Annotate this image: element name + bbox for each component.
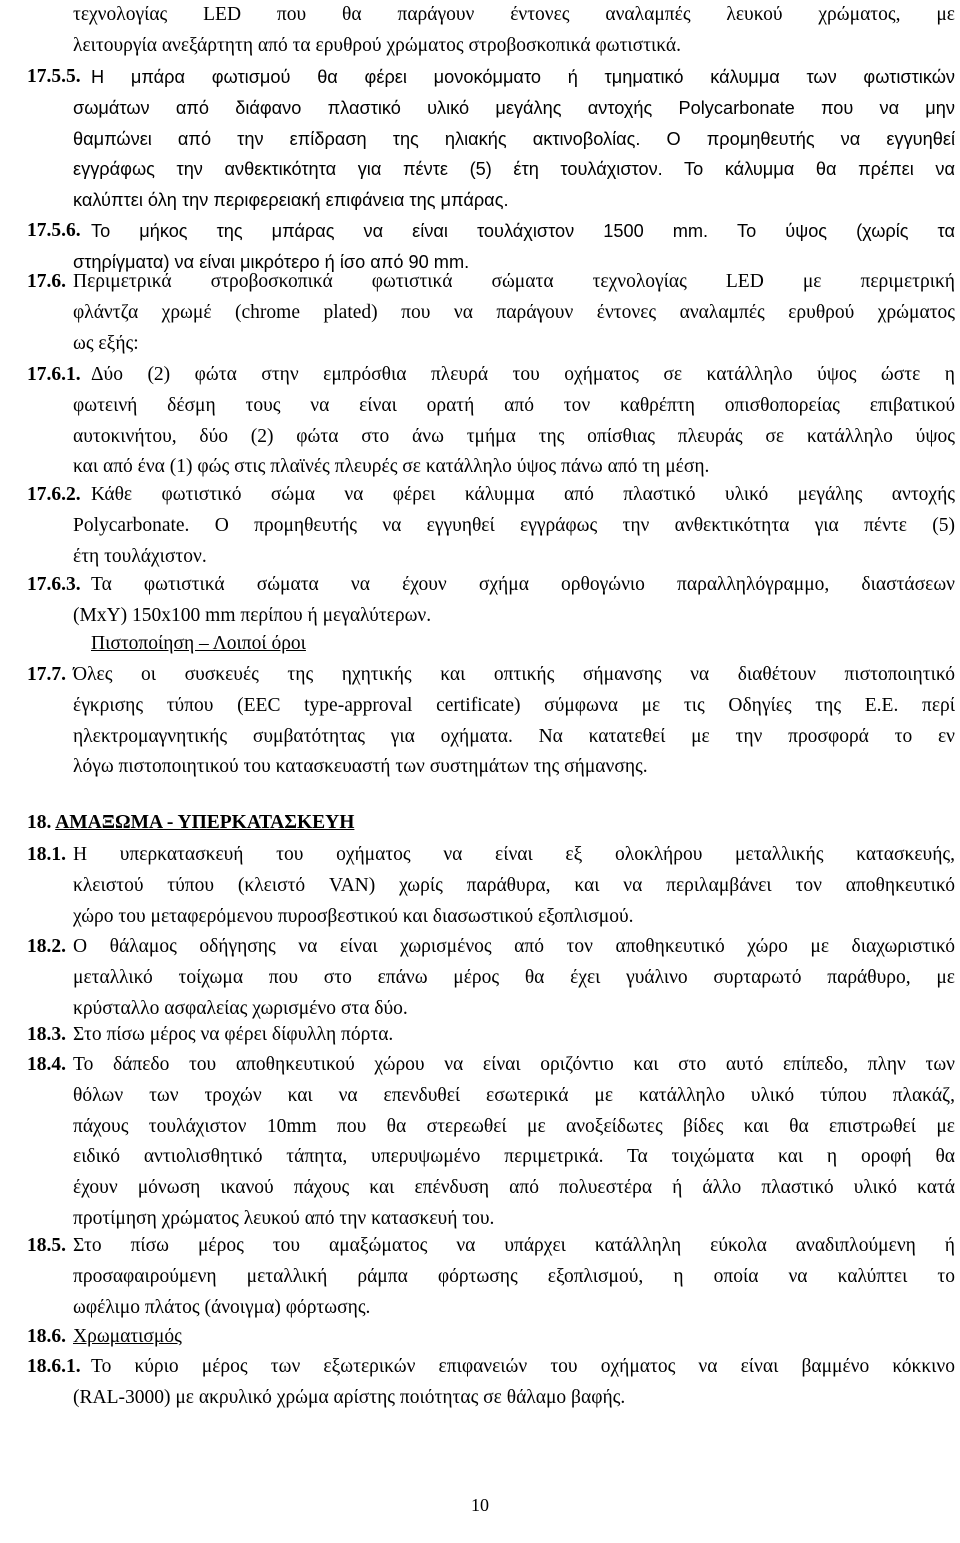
text-line: Περιμετρικά στροβοσκοπικά φωτιστικά σώματα τεχνολογίας LED με περιμετρική: [73, 271, 955, 292]
text-line: θόλων των τροχών και να επενδυθεί εσωτερικά με κατάλληλο υλικό τύπου πλακάζ,: [73, 1084, 955, 1106]
text-line: Τα φωτιστικά σώματα να έχουν σχήμα ορθογώνιο παραλληλόγραμμο, διαστάσεων: [91, 574, 955, 595]
clause-number: 18.6.1.: [27, 1356, 81, 1377]
text-line: ωφέλιμο πλάτος (άνοιγμα) φόρτωσης.: [73, 1296, 371, 1318]
section-heading: [27, 808, 354, 839]
clause-number: 17.6.: [27, 271, 66, 292]
text-line: Η μπάρα φωτισμού θα φέρει μονοκόμματο ή τμηματικό κάλυμμα των φωτιστικών: [91, 67, 955, 87]
text-line: φωτεινή δέσμη τους να είναι ορατή από τον καθρέπτη οπισθοπορείας επιβατικού: [73, 394, 955, 416]
text-line: Polycarbonate. Ο προμηθευτής να εγγυηθεί εγγράφως την ανθεκτικότητα για πέντε (5): [73, 514, 955, 536]
text-line: Όλες οι συσκευές της ηχητικής και οπτικής σήμανσης να διαθέτουν πιστοποιητικό: [73, 664, 955, 685]
clause-18-4: [27, 1050, 955, 1235]
clause-number: 18.3.: [27, 1024, 66, 1045]
clause-17-6-1: [27, 360, 955, 483]
text-line: πάχους τουλάχιστον 10mm που θα στερεωθεί με ανοξείδωτες βίδες και θα επιστρωθεί με: [73, 1115, 955, 1137]
text-line: φλάντζα χρωμέ (chrome plated) που να παράγουν έντονες αναλαμπές ερυθρού χρώματος: [73, 301, 955, 323]
paragraph-17-5-4-continuation: [73, 0, 955, 62]
text-line: και από ένα (1) φώς στις πλαϊνές πλευρές σε κατάλληλο ύψος πάνω από τη μέση.: [73, 456, 710, 478]
text-line: καλύπτει όλη την περιφερειακή επιφάνεια της μπάρας.: [73, 190, 509, 211]
clause-title: Χρωματισμός: [73, 1326, 182, 1347]
text-line: ειδικό αντιολισθητικό τάπητα, υπερυψωμένο περιμετρικά. Τα τοιχώματα και η οροφή θα: [73, 1146, 955, 1168]
clause-number: 17.7.: [27, 664, 66, 685]
clause-number: 17.6.2.: [27, 484, 81, 505]
page-number: 10: [471, 1495, 489, 1515]
text-line: Ο θάλαμος οδήγησης να είναι χωρισμένος από τον αποθηκευτικό χώρο με διαχωριστικό: [73, 936, 955, 957]
text-line: μεταλλικό τοίχωμα που στο επάνω μέρος θα έχει γυάλινο συρταρωτό παράθυρο, με: [73, 966, 955, 988]
text-line: Δύο (2) φώτα στην εμπρόσθια πλευρά του οχήματος σε κατάλληλο ύψος ώστε η: [91, 364, 955, 385]
text-line: στηρίγματα) να είναι μικρότερο ή ίσο από 90 mm.: [73, 251, 470, 272]
text-line: Στο πίσω μέρος του αμαξώματος να υπάρχει κατάλληλη εύκολα αναδιπλούμενη ή: [73, 1235, 955, 1256]
clause-number: 18.1.: [27, 844, 66, 865]
clause-17-7: [27, 660, 955, 783]
section-subheading: Πιστοποίηση – Λοιποί όροι: [91, 633, 306, 654]
clause-18-3: [27, 1020, 955, 1051]
clause-18-5: [27, 1231, 955, 1323]
text-line: ηλεκτρομαγνητικής συμβατότητας για οχήματα. Να κατατεθεί με την προσφορά το εν: [73, 725, 955, 747]
text-line: έχουν μόνωση ικανού πάχους και επένδυση από πολυεστέρα ή άλλο πλαστικό υλικό κατά: [73, 1177, 955, 1199]
text-line: Το μήκος της μπάρας να είναι τουλάχιστον 1500 mm. Το ύψος (χωρίς τα: [91, 221, 955, 241]
text-line: (ΜxΥ) 150x100 mm περίπου ή μεγαλύτερων.: [73, 604, 432, 626]
text-line: κλειστού τύπου (κλειστό VAN) χωρίς παράθυρα, και να περιλαμβάνει τον αποθηκευτικό: [73, 874, 955, 896]
text-line: έγκρισης τύπου (EEC type-approval certificate) σύμφωνα με τις Οδηγίες της Ε.Ε. περί: [73, 694, 955, 716]
clause-17-6-3: [27, 570, 955, 632]
text-line: εγγράφως την ανθεκτικότητα για πέντε (5) έτη τουλάχιστον. Το κάλυμμα θα πρέπει να: [73, 159, 955, 180]
clause-18-6: [27, 1322, 955, 1353]
text-line: χώρο του μεταφερόμενου πυροσβεστικού και διασωστικού εξοπλισμού.: [73, 905, 634, 927]
text-line: τεχνολογίας LED που θα παράγουν έντονες αναλαμπές λευκού χρώματος, με: [73, 4, 955, 25]
clause-number: 18.5.: [27, 1235, 66, 1256]
clause-18-1: [27, 840, 955, 932]
text-line: θαμπώνει από την επίδραση της ηλιακής ακτινοβολίας. Ο προμηθευτής να εγγυηθεί: [73, 128, 955, 149]
text-line: σωμάτων από διάφανο πλαστικό υλικό μεγάλης αντοχής Polycarbonate που να μην: [73, 97, 955, 118]
text-line: Στο πίσω μέρος να φέρει δίφυλλη πόρτα.: [73, 1024, 394, 1045]
clause-17-6-2: [27, 480, 955, 572]
text-line: ως εξής:: [73, 332, 139, 354]
text-line: κρύσταλλο ασφαλείας χωρισμένο στα δύο.: [73, 997, 408, 1019]
text-line: λόγω πιστοποιητικού του κατασκευαστή των συστημάτων της σήμανσης.: [73, 756, 648, 778]
clause-number: 18.4.: [27, 1054, 66, 1075]
text-line: προτίμηση χρώματος λευκού από την κατασκευή του.: [73, 1207, 495, 1229]
text-line: έτη τουλάχιστον.: [73, 545, 207, 567]
clause-18-2: [27, 932, 955, 1024]
text-line: λειτουργία ανεξάρτητη από τα ερυθρού χρώματος στροβοσκοπικά φωτιστικά.: [73, 34, 682, 56]
section-number: 18.: [27, 812, 52, 833]
clause-number: 17.6.1.: [27, 364, 81, 385]
clause-18-6-1: [27, 1352, 955, 1414]
text-line: Κάθε φωτιστικό σώμα να φέρει κάλυμμα από πλαστικό υλικό μεγάλης αντοχής: [91, 484, 955, 505]
text-line: Η υπερκατασκευή του οχήματος να είναι εξ ολοκλήρου μεταλλικής κατασκευής,: [73, 844, 955, 865]
clause-17-6: [27, 267, 955, 359]
section-title: ΑΜΑΞΩΜΑ - ΥΠΕΡΚΑΤΑΣΚΕΥΗ: [55, 812, 355, 833]
clause-number: 17.5.6.: [27, 220, 81, 241]
clause-number: 17.6.3.: [27, 574, 81, 595]
clause-number: 17.5.5.: [27, 66, 81, 87]
text-line: Το δάπεδο του αποθηκευτικού χώρου να είναι οριζόντιο και στο αυτό επίπεδο, πλην των: [73, 1054, 955, 1075]
text-line: αυτοκινήτου, δύο (2) φώτα στο άνω τμήμα της οπίσθιας πλευράς σε κατάλληλο ύψος: [73, 425, 955, 447]
text-line: (RAL-3000) με ακρυλικό χρώμα αρίστης ποιότητας σε θάλαμο βαφής.: [73, 1386, 626, 1408]
text-line: Το κύριο μέρος των εξωτερικών επιφανειών του οχήματος να είναι βαμμένο κόκκινο: [91, 1356, 955, 1377]
clause-17-5-5: [27, 62, 955, 216]
clause-number: 18.6.: [27, 1326, 66, 1347]
text-line: προσαφαιρούμενη μεταλλική ράμπα φόρτωσης εξοπλισμού, η οποία να καλύπτει το: [73, 1265, 955, 1287]
clause-number: 18.2.: [27, 936, 66, 957]
